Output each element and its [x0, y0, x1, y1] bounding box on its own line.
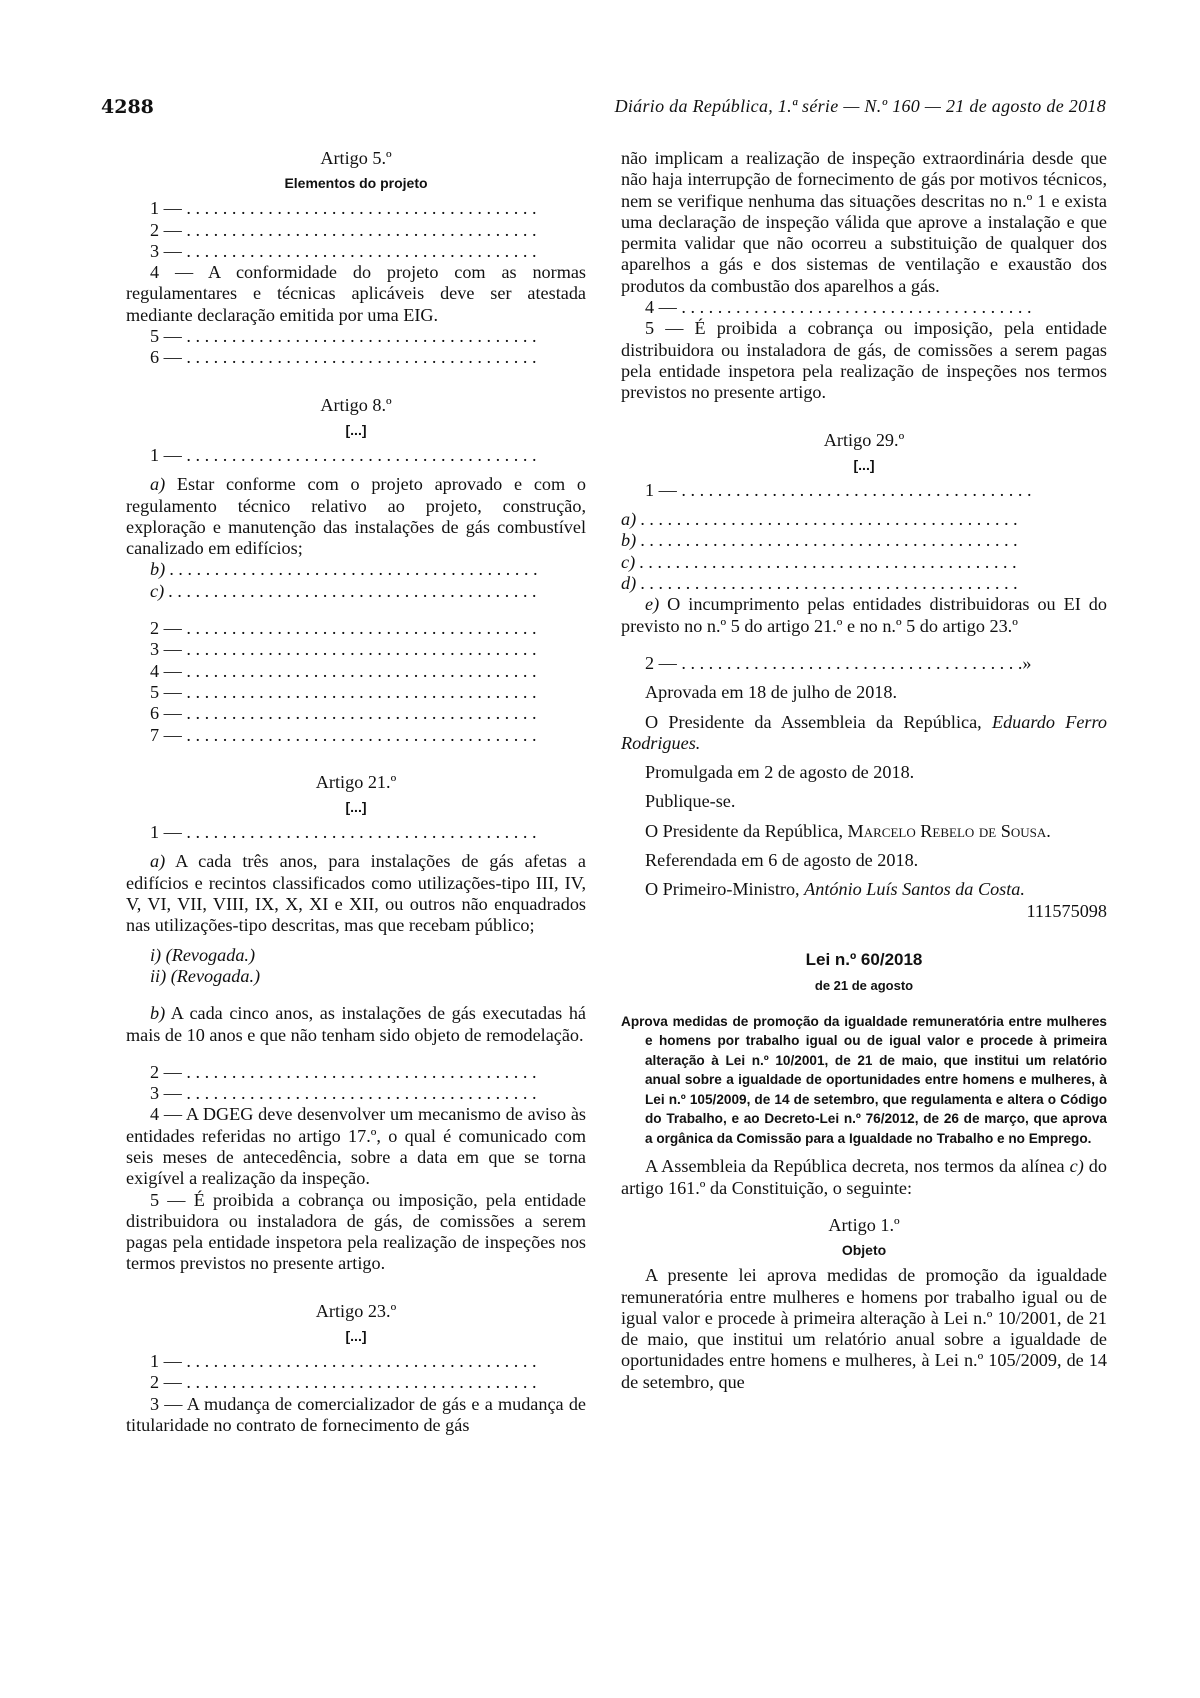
numbered-item: 1 — . . . . . . . . . . . . . . . . . . . . . . . . . . . . . . . . . . . . . . . — [645, 479, 1032, 500]
numbered-item: 1 — . . . . . . . . . . . . . . . . . . . . . . . . . . . . . . . . . . . . . . . — [150, 822, 537, 843]
numbered-item: 1 — . . . . . . . . . . . . . . . . . . . . . . . . . . . . . . . . . . . . . . . — [150, 444, 537, 465]
numbered-item: 3 — . . . . . . . . . . . . . . . . . . . . . . . . . . . . . . . . . . . . . . . — [150, 240, 537, 261]
paragraph — [621, 1156, 1107, 1199]
law-title: Lei n.º 60/2018 — [805, 949, 923, 969]
paragraph-continuation: não implicam a realização de inspeção extraordinária desde que não haja interrupção de fornecimento de gás por motivos técnicos, nem se verifique nenhuma das situações descritas no n.º 1 e exista uma declaração de inspeção válida que aprove a instalação e que permita validar que não ocorreu a substituição de qualquer dos aparelhos a gás e dos sistemas de ventilação e exaustão dos produtos da combustão dos aparelhos a gás. — [621, 148, 1107, 296]
item-text: A cada cinco anos, as instalações de gás executadas há mais de 10 anos e que não tenham sido objeto de remodelação. — [126, 1003, 586, 1045]
promulgation-date: Promulgada em 2 de agosto de 2018. — [645, 762, 915, 783]
article-heading: Artigo 29.º — [823, 429, 905, 450]
paragraph — [126, 474, 586, 559]
journal-title: Diário da República, 1.ª série — N.º 160 — 21 de agosto de 2018 — [614, 96, 1106, 116]
numbered-item: 2 — . . . . . . . . . . . . . . . . . . . . . . . . . . . . . . . . . . . . . . . — [150, 219, 537, 240]
numbered-item: 4 — . . . . . . . . . . . . . . . . . . . . . . . . . . . . . . . . . . . . . . . — [150, 660, 537, 681]
numbered-item: 3 — . . . . . . . . . . . . . . . . . . . . . . . . . . . . . . . . . . . . . . . — [150, 639, 537, 660]
numbered-item: 5 — . . . . . . . . . . . . . . . . . . . . . . . . . . . . . . . . . . . . . . . — [150, 681, 537, 702]
lettered-item: c) . . . . . . . . . . . . . . . . . . . . . . . . . . . . . . . . . . . . . . . . . . — [621, 551, 1018, 572]
numbered-item: 5 — . . . . . . . . . . . . . . . . . . . . . . . . . . . . . . . . . . . . . . . — [150, 326, 537, 347]
signature-role: O Presidente da Assembleia da República, — [645, 711, 992, 732]
item-label: a) — [150, 851, 166, 872]
paragraph — [126, 1003, 586, 1046]
lettered-item: c) . . . . . . . . . . . . . . . . . . . . . . . . . . . . . . . . . . . . . . . . . — [150, 580, 537, 601]
signature-name: Eduardo Ferro Rodrigues. — [621, 711, 1107, 753]
article-title: [...] — [345, 799, 367, 816]
numbered-item: 6 — . . . . . . . . . . . . . . . . . . . . . . . . . . . . . . . . . . . . . . . — [150, 347, 537, 368]
article-heading: Artigo 21.º — [315, 771, 397, 792]
referendum-date: Referendada em 6 de agosto de 2018. — [645, 850, 919, 871]
law-date: de 21 de agosto — [814, 977, 914, 993]
sub-item: ii) (Revogada.) — [150, 965, 261, 986]
lettered-item: b) . . . . . . . . . . . . . . . . . . . . . . . . . . . . . . . . . . . . . . . . . — [150, 559, 538, 580]
numbered-item: 6 — . . . . . . . . . . . . . . . . . . . . . . . . . . . . . . . . . . . . . . . — [150, 703, 537, 724]
numbered-item: 1 — . . . . . . . . . . . . . . . . . . . . . . . . . . . . . . . . . . . . . . . — [150, 198, 537, 219]
page-number: 4288 — [101, 96, 154, 118]
reference-code: 111575098 — [1026, 900, 1107, 921]
numbered-item: 2 — . . . . . . . . . . . . . . . . . . . . . . . . . . . . . . . . . . . . . . . — [150, 1061, 537, 1082]
paragraph: 4 — A DGEG deve desenvolver um mecanismo de aviso às entidades referidas no artigo 17.º, o qual é comunicado com seis meses de antecedência, sobre a data em que se torna exigível a realização da inspeção. — [126, 1104, 586, 1189]
numbered-item: 3 — . . . . . . . . . . . . . . . . . . . . . . . . . . . . . . . . . . . . . . . — [150, 1083, 537, 1104]
right-column — [621, 148, 1107, 1393]
page-header — [101, 96, 1106, 126]
numbered-item: 2 — . . . . . . . . . . . . . . . . . . . . . . . . . . . . . . . . . . . . . . . — [150, 1372, 537, 1393]
lettered-item: b) . . . . . . . . . . . . . . . . . . . . . . . . . . . . . . . . . . . . . . . . . . — [621, 530, 1019, 551]
left-column — [126, 148, 586, 1436]
article-heading: Artigo 5.º — [320, 148, 392, 168]
article-title: [...] — [345, 421, 367, 438]
article-heading: Artigo 23.º — [315, 1300, 397, 1321]
article-title: Elementos do projeto — [284, 175, 428, 192]
lettered-item: d) . . . . . . . . . . . . . . . . . . . . . . . . . . . . . . . . . . . . . . . . . . — [621, 573, 1019, 594]
sub-item: i) (Revogada.) — [150, 944, 256, 965]
signature-line — [621, 712, 1107, 755]
signature-role: O Presidente da República, — [645, 820, 848, 841]
item-text: O incumprimento pelas entidades distribuidoras ou EI do previsto no n.º 5 do artigo 21.º e no n.º 5 do artigo 23.º — [621, 594, 1107, 636]
article-heading: Artigo 1.º — [828, 1215, 900, 1235]
law-summary: Aprova medidas de promoção da igualdade remuneratória entre mulheres e homens por trabalho igual ou de igual valor e procede à primeira alteração à Lei n.º 10/2001, de 21 de maio, que institui um relatório anual sobre a igualdade de oportunidades entre homens e mulheres, à Lei n.º 105/2009, de 14 de setembro, que regulamenta e altera o Código do Trabalho, e ao Decreto-Lei n.º 76/2012, de 26 de março, que aprova a orgânica da Comissão para a Igualdade no Trabalho e no Emprego. — [621, 1013, 1107, 1146]
article-title: [...] — [345, 1328, 367, 1345]
paragraph: 5 — É proibida a cobrança ou imposição, pela entidade distribuidora ou instaladora de gás, de comissões a serem pagas pela entidade inspetora pela realização de inspeções nos termos previstos no presente artigo. — [621, 318, 1107, 403]
item-label: a) — [150, 474, 166, 495]
signature-line — [621, 821, 1107, 842]
article-title: [...] — [853, 456, 875, 473]
signature-name: Marcelo Rebelo de Sousa. — [847, 820, 1051, 841]
item-label: b) — [150, 1003, 166, 1024]
paragraph — [126, 851, 586, 936]
decree-clause: c) — [1069, 1156, 1084, 1177]
numbered-item: 1 — . . . . . . . . . . . . . . . . . . . . . . . . . . . . . . . . . . . . . . . — [150, 1351, 537, 1372]
paragraph: 4 — A conformidade do projeto com as normas regulamentares e técnicas aplicáveis deve ser atestada mediante declaração emitida por uma EIG. — [126, 262, 586, 325]
approval-date: Aprovada em 18 de julho de 2018. — [645, 682, 898, 703]
decree-text: do artigo 161.º da Constituição, o seguinte: — [621, 1156, 1107, 1198]
signature-line — [621, 879, 1107, 900]
numbered-item: 2 — . . . . . . . . . . . . . . . . . . . . . . . . . . . . . . . . . . . . . .» — [645, 652, 1032, 673]
item-label: e) — [645, 594, 660, 615]
numbered-item: 2 — . . . . . . . . . . . . . . . . . . . . . . . . . . . . . . . . . . . . . . . — [150, 618, 537, 639]
numbered-item: 7 — . . . . . . . . . . . . . . . . . . . . . . . . . . . . . . . . . . . . . . . — [150, 724, 537, 745]
item-text: Estar conforme com o projeto aprovado e com o regulamento técnico relativo ao projeto, construção, exploração e manutenção das instalações de gás combustível canalizado em edifícios; — [126, 474, 586, 559]
signature-role: O Primeiro-Ministro, — [645, 879, 805, 900]
article-heading: Artigo 8.º — [320, 394, 392, 415]
numbered-item: 4 — . . . . . . . . . . . . . . . . . . . . . . . . . . . . . . . . . . . . . . . — [645, 297, 1032, 318]
paragraph: 3 — A mudança de comercializador de gás e a mudança de titularidade no contrato de fornecimento de gás — [126, 1393, 586, 1435]
paragraph: A presente lei aprova medidas de promoção da igualdade remuneratória entre mulheres e homens por trabalho igual ou de igual valor e procede à primeira alteração à Lei n.º 10/2001, de 21 de maio, que institui um relatório anual sobre a igualdade de oportunidades entre homens e mulheres, à Lei n.º 105/2009, de 14 de setembro, que — [621, 1265, 1107, 1392]
item-text: A cada três anos, para instalações de gás afetas a edifícios e recintos classificados como utilizações-tipo III, IV, V, VI, VII, VIII, IX, X, XI e XII, ou outros não enquadrados nas utilizações-tipo descritas, mas que recebam público; — [126, 851, 586, 936]
publication-note: Publique-se. — [645, 791, 736, 812]
paragraph: 5 — É proibida a cobrança ou imposição, pela entidade distribuidora ou instaladora de gás, de comissões a serem pagas pela entidade inspetora pela realização de inspeções nos termos previstos no presente artigo. — [126, 1189, 586, 1274]
article-title: Objeto — [841, 1242, 887, 1259]
signature-name: António Luís Santos da Costa. — [804, 879, 1025, 900]
paragraph — [621, 594, 1107, 637]
lettered-item: a) . . . . . . . . . . . . . . . . . . . . . . . . . . . . . . . . . . . . . . . . . . — [621, 509, 1019, 530]
decree-text: A Assembleia da República decreta, nos termos da alínea — [645, 1156, 1070, 1177]
